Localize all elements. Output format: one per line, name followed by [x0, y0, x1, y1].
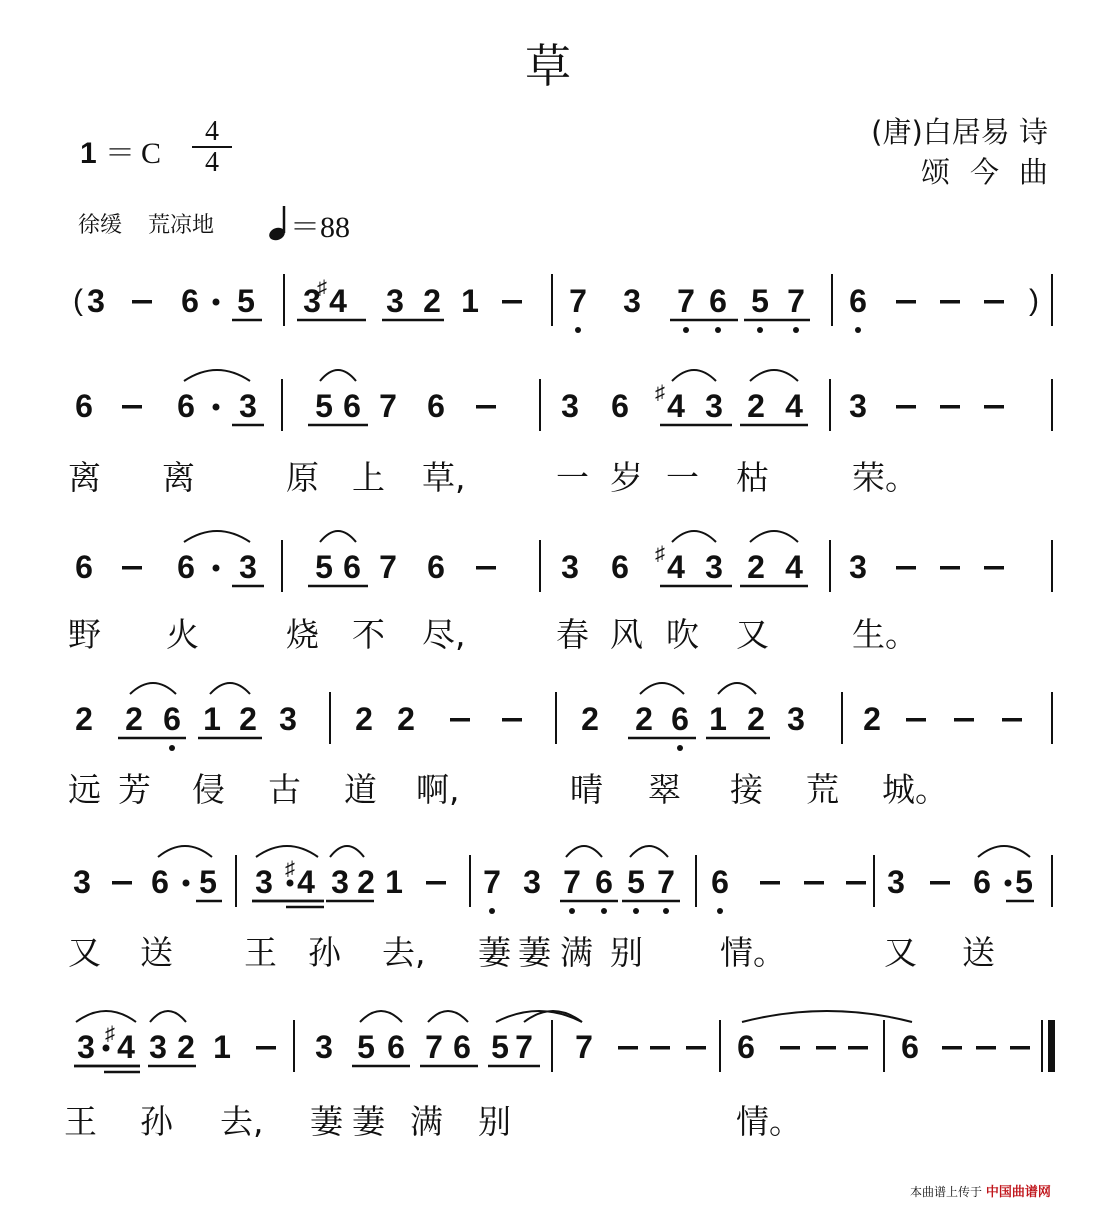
note: 3: [787, 701, 805, 737]
lyric-syllable: 离: [68, 458, 101, 497]
lyric-syllable: 情。: [736, 1102, 802, 1141]
slur-arc: [210, 683, 250, 694]
low-octave-dot: [601, 908, 607, 914]
dash-extension: [450, 718, 470, 722]
low-octave-dot: [633, 908, 639, 914]
note: 7: [575, 1029, 593, 1065]
note: 4: [785, 549, 803, 585]
note: 2: [635, 701, 653, 737]
slur-arc: [978, 846, 1030, 857]
note: 3: [73, 864, 91, 900]
lyric-syllable: 满: [410, 1102, 443, 1141]
lyric-syllable: 道: [344, 770, 377, 809]
dash-extension: [502, 300, 522, 304]
note: 5: [315, 549, 333, 585]
slur-arc: [630, 846, 668, 857]
time-signature-bottom: 4: [205, 147, 219, 178]
lyric-syllable: 啊,: [416, 770, 460, 809]
dash-extension: [846, 881, 866, 885]
note: 7: [425, 1029, 443, 1065]
time-signature-top: 4: [205, 116, 219, 147]
site-logo: 中国曲谱网: [985, 1185, 1051, 1200]
note: 6: [343, 549, 361, 585]
lyric-syllable: 不: [352, 615, 385, 654]
lyric-syllable: 满: [560, 933, 593, 972]
note: 1: [385, 864, 403, 900]
augmentation-dot: [103, 1045, 110, 1052]
note: 3: [239, 388, 257, 424]
dash-extension: [984, 405, 1004, 409]
note: 3: [623, 283, 641, 319]
note: 3: [303, 283, 321, 319]
slur-arc: [750, 531, 798, 542]
slur-arc: [320, 370, 356, 381]
lyric-syllable: 一: [556, 458, 589, 497]
note: 3: [77, 1029, 95, 1065]
dash-extension: [976, 1046, 996, 1050]
augmentation-dot: [1005, 880, 1012, 887]
note: 6: [849, 283, 867, 319]
note: 4: [297, 864, 315, 900]
note: 3: [315, 1029, 333, 1065]
lyric-syllable: 远: [68, 770, 101, 809]
lyric-syllable: 一: [666, 458, 699, 497]
lyric-syllable: 离: [162, 458, 195, 497]
lyric-syllable: 春: [556, 615, 589, 654]
slur-arc: [672, 370, 716, 381]
slur-arc: [76, 1011, 136, 1022]
note: 2: [75, 701, 93, 737]
note: 7: [657, 864, 675, 900]
final-barline-thick: [1048, 1020, 1055, 1072]
dash-extension: [476, 566, 496, 570]
lyric-syllable: 芳: [118, 770, 151, 809]
note: 6: [75, 549, 93, 585]
lyric-syllable: 火: [166, 615, 199, 654]
low-octave-dot: [575, 327, 581, 333]
lyric-syllable: 城。: [882, 770, 948, 809]
lyric-syllable: 风: [610, 615, 643, 654]
low-octave-dot: [715, 327, 721, 333]
sharp-sign: ♯: [655, 543, 665, 565]
low-octave-dot: [855, 327, 861, 333]
note: 6: [595, 864, 613, 900]
note: 5: [627, 864, 645, 900]
dash-extension: [940, 300, 960, 304]
note: 3: [849, 549, 867, 585]
note: 3: [255, 864, 273, 900]
note: 4: [667, 388, 685, 424]
lyric-syllable: 又: [884, 933, 917, 972]
lyric-syllable: 又: [736, 615, 769, 654]
key-letter: C: [141, 137, 162, 170]
note: 4: [667, 549, 685, 585]
tempo-bpm: ＝88: [290, 211, 350, 244]
lyric-syllable: 烧: [286, 615, 319, 654]
dash-extension: [906, 718, 926, 722]
dash-extension: [848, 1046, 868, 1050]
lyric-syllable: 翠: [648, 770, 681, 809]
note: 6: [611, 549, 629, 585]
note: 7: [483, 864, 501, 900]
augmentation-dot: [213, 565, 220, 572]
dash-extension: [686, 1046, 706, 1050]
dash-extension: [816, 1046, 836, 1050]
note: 5: [199, 864, 217, 900]
note: 6: [177, 388, 195, 424]
tempo-mood: 荒凉地: [148, 213, 215, 238]
dash-extension: [426, 881, 446, 885]
slur-arc: [750, 370, 798, 381]
note: 5: [357, 1029, 375, 1065]
dash-extension: [896, 405, 916, 409]
sharp-sign: ♯: [285, 858, 295, 880]
lyric-syllable: 孙: [308, 933, 341, 972]
dash-extension: [132, 300, 152, 304]
dash-extension: [1010, 1046, 1030, 1050]
key-signature: 1 ＝ C: [80, 137, 162, 170]
slur-arc: [742, 1011, 912, 1022]
note: 6: [387, 1029, 405, 1065]
low-octave-dot: [757, 327, 763, 333]
note: 6: [75, 388, 93, 424]
note: 5: [491, 1029, 509, 1065]
note: 4: [785, 388, 803, 424]
low-octave-dot: [663, 908, 669, 914]
low-octave-dot: [169, 745, 175, 751]
note: 6: [427, 388, 445, 424]
note: 6: [711, 864, 729, 900]
note: 3: [149, 1029, 167, 1065]
note: 7: [563, 864, 581, 900]
note: 1: [461, 283, 479, 319]
dash-extension: [618, 1046, 638, 1050]
dash-extension: [896, 300, 916, 304]
note: 3: [561, 549, 579, 585]
lyric-syllable: 荣。: [852, 458, 918, 497]
note: 2: [125, 701, 143, 737]
lyric-syllable: 又: [68, 933, 101, 972]
lyric-syllable: 萋: [352, 1102, 385, 1141]
sharp-sign: ♯: [105, 1023, 115, 1045]
slur-arc: [320, 531, 356, 542]
note: 2: [581, 701, 599, 737]
lyric-syllable: 岁: [610, 458, 643, 497]
note: 6: [737, 1029, 755, 1065]
lyric-syllable: 情。: [720, 933, 786, 972]
dash-extension: [112, 881, 132, 885]
low-octave-dot: [683, 327, 689, 333]
note: 7: [379, 388, 397, 424]
dash-extension: [256, 1046, 276, 1050]
lyricist-credit: (唐)白居易 诗: [871, 115, 1048, 149]
sharp-sign: ♯: [317, 277, 327, 299]
augmentation-dot: [213, 404, 220, 411]
key-number: 1: [80, 137, 97, 170]
note: 6: [453, 1029, 471, 1065]
lyric-syllable: 上: [352, 458, 385, 497]
note: 2: [239, 701, 257, 737]
note: 2: [747, 549, 765, 585]
note: 3: [386, 283, 404, 319]
note: 6: [973, 864, 991, 900]
lyric-syllable: 别: [478, 1102, 511, 1141]
note: 1: [709, 701, 727, 737]
lyric-syllable: 萋: [310, 1102, 343, 1141]
note: 7: [787, 283, 805, 319]
lyric-syllable: 别: [610, 933, 643, 972]
lyric-syllable: 萋: [478, 933, 511, 972]
slur-arc: [184, 370, 250, 381]
lyric-syllable: 去,: [220, 1102, 264, 1141]
slur-arc: [360, 1011, 402, 1022]
note: 6: [427, 549, 445, 585]
note: 2: [355, 701, 373, 737]
slur-arc: [672, 531, 716, 542]
lyric-syllable: 古: [268, 770, 301, 809]
augmentation-dot: [213, 299, 220, 306]
dash-extension: [804, 881, 824, 885]
note: 3: [887, 864, 905, 900]
note: 5: [237, 283, 255, 319]
open-parenthesis: (: [73, 284, 83, 317]
slur-arc: [566, 846, 602, 857]
slur-arc: [718, 683, 756, 694]
low-octave-dot: [677, 745, 683, 751]
note: 6: [181, 283, 199, 319]
lyric-syllable: 尽,: [422, 615, 466, 654]
note: 3: [279, 701, 297, 737]
lyric-syllable: 生。: [852, 615, 918, 654]
dash-extension: [896, 566, 916, 570]
augmentation-dot: [183, 880, 190, 887]
note: 6: [709, 283, 727, 319]
note: 5: [751, 283, 769, 319]
lyric-syllable: 枯: [736, 458, 769, 497]
lyric-syllable: 去,: [382, 933, 426, 972]
note: 4: [329, 283, 347, 319]
note: 3: [705, 388, 723, 424]
note: 3: [849, 388, 867, 424]
lyric-syllable: 侵: [192, 770, 225, 809]
lyric-syllable: 晴: [570, 770, 603, 809]
note: 7: [569, 283, 587, 319]
dash-extension: [954, 718, 974, 722]
note: 3: [239, 549, 257, 585]
note: 7: [677, 283, 695, 319]
close-parenthesis: ): [1029, 284, 1039, 317]
lyric-syllable: 草,: [422, 458, 466, 497]
note: 2: [747, 388, 765, 424]
slur-arc: [150, 1011, 186, 1022]
note: 3: [561, 388, 579, 424]
note: 3: [87, 283, 105, 319]
lyric-syllable: 接: [730, 770, 763, 809]
tempo-expression: 徐缓: [78, 213, 123, 238]
dash-extension: [984, 566, 1004, 570]
note: 6: [151, 864, 169, 900]
footer-credit: 本曲谱上传于 中国曲谱网: [910, 1185, 1051, 1200]
slur-arc: [184, 531, 250, 542]
slur-arc: [428, 1011, 468, 1022]
lyric-syllable: 王: [244, 933, 277, 972]
note: 3: [705, 549, 723, 585]
lyric-syllable: 野: [68, 615, 101, 654]
note: 2: [177, 1029, 195, 1065]
dash-extension: [650, 1046, 670, 1050]
note: 6: [343, 388, 361, 424]
lyric-syllable: 吹: [666, 615, 699, 654]
lyric-syllable: 王: [64, 1102, 97, 1141]
lyric-syllable: 原: [286, 458, 319, 497]
low-octave-dot: [717, 908, 723, 914]
slur-arc: [256, 846, 318, 857]
dash-extension: [760, 881, 780, 885]
dash-extension: [942, 1046, 962, 1050]
page-title: 草: [525, 39, 575, 93]
dash-extension: [122, 405, 142, 409]
lyric-syllable: 荒: [806, 770, 839, 809]
note: 7: [379, 549, 397, 585]
dash-extension: [502, 718, 522, 722]
note: 5: [315, 388, 333, 424]
note: 3: [331, 864, 349, 900]
lyric-syllable: 送: [962, 933, 995, 972]
note: 3: [523, 864, 541, 900]
note: 2: [863, 701, 881, 737]
dash-extension: [122, 566, 142, 570]
slur-arc: [130, 683, 176, 694]
dash-extension: [940, 405, 960, 409]
low-octave-dot: [489, 908, 495, 914]
note: 1: [203, 701, 221, 737]
slur-arc: [158, 846, 212, 857]
note: 6: [177, 549, 195, 585]
low-octave-dot: [569, 908, 575, 914]
augmentation-dot: [287, 880, 294, 887]
slur-arc: [640, 683, 684, 694]
note: 2: [357, 864, 375, 900]
note: 6: [163, 701, 181, 737]
note: 2: [397, 701, 415, 737]
note: 4: [117, 1029, 135, 1065]
lyric-syllable: 萋: [518, 933, 551, 972]
dash-extension: [476, 405, 496, 409]
slur-arc: [330, 846, 364, 857]
lyric-syllable: 孙: [140, 1102, 173, 1141]
note: 6: [671, 701, 689, 737]
dash-extension: [984, 300, 1004, 304]
dash-extension: [930, 881, 950, 885]
note: 2: [747, 701, 765, 737]
note: 1: [213, 1029, 231, 1065]
low-octave-dot: [793, 327, 799, 333]
composer-credit: 颂今曲: [920, 155, 1068, 189]
note: 7: [515, 1029, 533, 1065]
dash-extension: [940, 566, 960, 570]
note: 6: [901, 1029, 919, 1065]
lyric-syllable: 送: [140, 933, 173, 972]
note: 6: [611, 388, 629, 424]
sharp-sign: ♯: [655, 382, 665, 404]
dash-extension: [780, 1046, 800, 1050]
note: 2: [423, 283, 441, 319]
dash-extension: [1002, 718, 1022, 722]
note: 5: [1015, 864, 1033, 900]
